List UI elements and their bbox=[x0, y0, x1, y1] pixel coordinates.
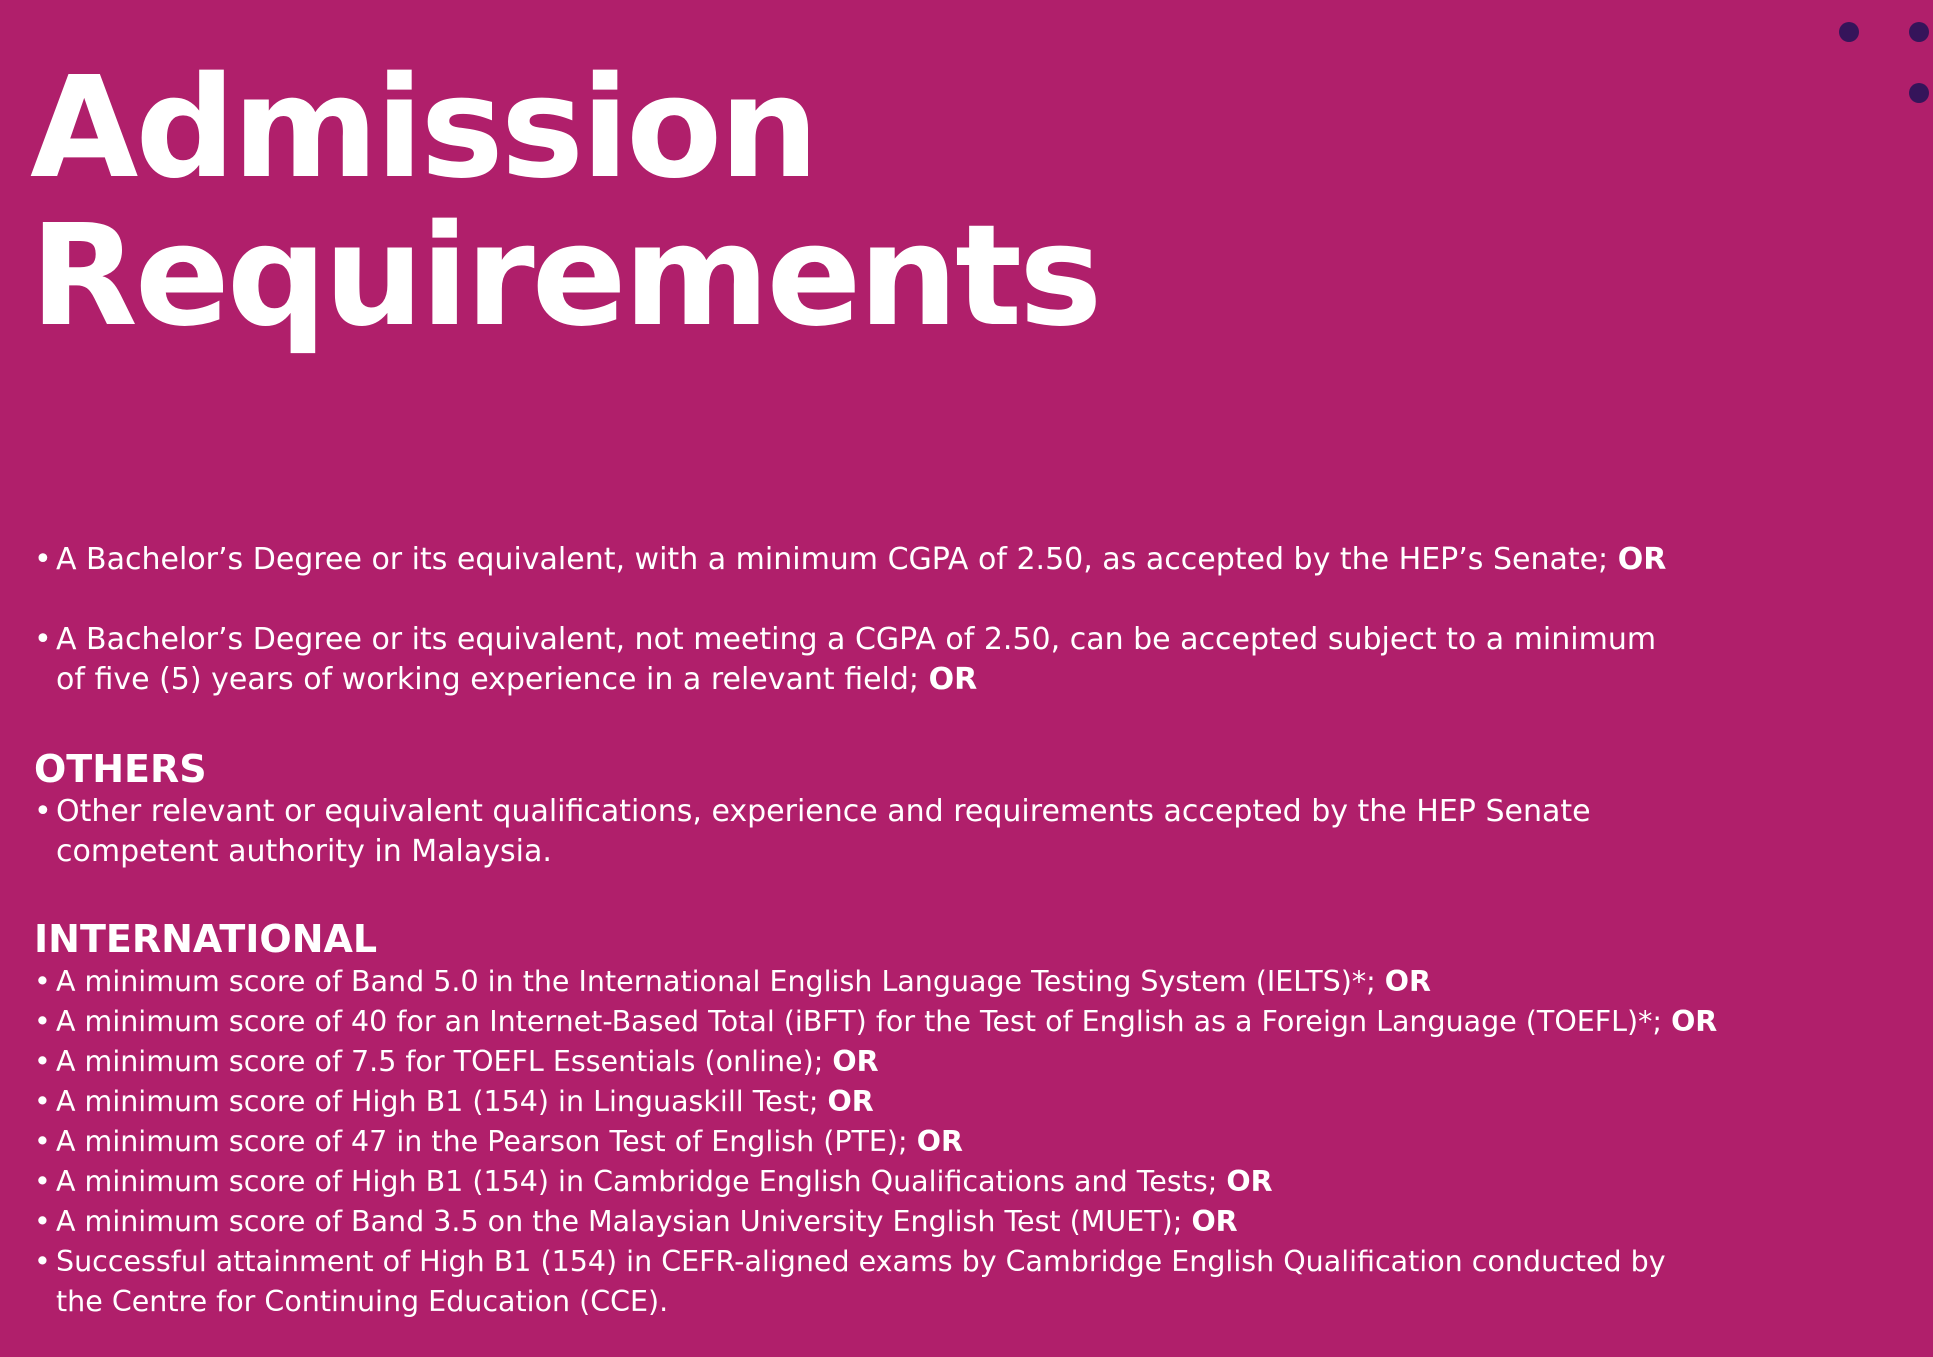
list-item bbox=[34, 1082, 1894, 1122]
list-item-text: A minimum score of 7.5 for TOEFL Essentials (online); bbox=[56, 1045, 824, 1078]
list-item bbox=[34, 1202, 1894, 1242]
list-item-text-continued: the Centre for Continuing Education (CCE). bbox=[56, 1285, 669, 1318]
page-title-line-1: Admission bbox=[30, 47, 816, 210]
list-item bbox=[34, 1162, 1894, 1202]
list-item-text: A Bachelor’s Degree or its equivalent, with a minimum CGPA of 2.50, as accepted by the HEP’s Senate; bbox=[56, 542, 1609, 577]
list-item-text-continued: competent authority in Malaysia. bbox=[56, 834, 552, 869]
dot bbox=[1909, 83, 1929, 103]
decorative-dots-icon bbox=[1793, 0, 1933, 120]
list-item bbox=[34, 1002, 1894, 1042]
list-item-text: A minimum score of High B1 (154) in Linguaskill Test; bbox=[56, 1085, 819, 1118]
list-item-text: Other relevant or equivalent qualifications, experience and requirements accepted by the HEP Senate bbox=[56, 794, 1591, 829]
or-connector: OR bbox=[928, 662, 978, 697]
dot bbox=[1839, 22, 1859, 42]
list-item bbox=[34, 1042, 1894, 1082]
or-connector: OR bbox=[1226, 1165, 1273, 1198]
list-item bbox=[34, 1122, 1894, 1162]
or-connector: OR bbox=[832, 1045, 879, 1078]
list-item-text: A minimum score of Band 5.0 in the International English Language Testing System (IELTS)*; bbox=[56, 965, 1376, 998]
list-item bbox=[34, 1242, 1894, 1322]
or-connector: OR bbox=[827, 1085, 874, 1118]
section-heading-international: INTERNATIONAL bbox=[34, 917, 378, 961]
list-item bbox=[34, 620, 1894, 700]
or-connector: OR bbox=[916, 1125, 963, 1158]
list-item-text: A Bachelor’s Degree or its equivalent, not meeting a CGPA of 2.50, can be accepted subject to a minimum bbox=[56, 622, 1657, 657]
dot bbox=[1909, 22, 1929, 42]
others-requirements-list bbox=[34, 792, 1894, 872]
or-connector: OR bbox=[1191, 1205, 1238, 1238]
list-item bbox=[34, 792, 1894, 872]
bachelor-requirements-list bbox=[34, 540, 1894, 700]
list-item-text: A minimum score of 40 for an Internet-Based Total (iBFT) for the Test of English as a Foreign Language (TOEFL)*; bbox=[56, 1005, 1663, 1038]
section-heading-others: OTHERS bbox=[34, 747, 207, 791]
page-title-line-2: Requirements bbox=[30, 195, 1100, 358]
or-connector: OR bbox=[1617, 542, 1667, 577]
or-connector: OR bbox=[1671, 1005, 1718, 1038]
page-title bbox=[30, 47, 1100, 358]
list-item-text: A minimum score of High B1 (154) in Cambridge English Qualifications and Tests; bbox=[56, 1165, 1218, 1198]
requirements-content bbox=[34, 540, 1894, 1322]
list-item-text-continued: of five (5) years of working experience in a relevant field; bbox=[56, 662, 920, 697]
list-item-text: A minimum score of Band 3.5 on the Malaysian University English Test (MUET); bbox=[56, 1205, 1183, 1238]
list-item-text: A minimum score of 47 in the Pearson Test of English (PTE); bbox=[56, 1125, 908, 1158]
list-item-text: Successful attainment of High B1 (154) in CEFR-aligned exams by Cambridge English Qualification conducted by bbox=[56, 1245, 1666, 1278]
international-requirements-list bbox=[34, 962, 1894, 1322]
or-connector: OR bbox=[1384, 965, 1431, 998]
list-item bbox=[34, 540, 1894, 580]
list-item bbox=[34, 962, 1894, 1002]
